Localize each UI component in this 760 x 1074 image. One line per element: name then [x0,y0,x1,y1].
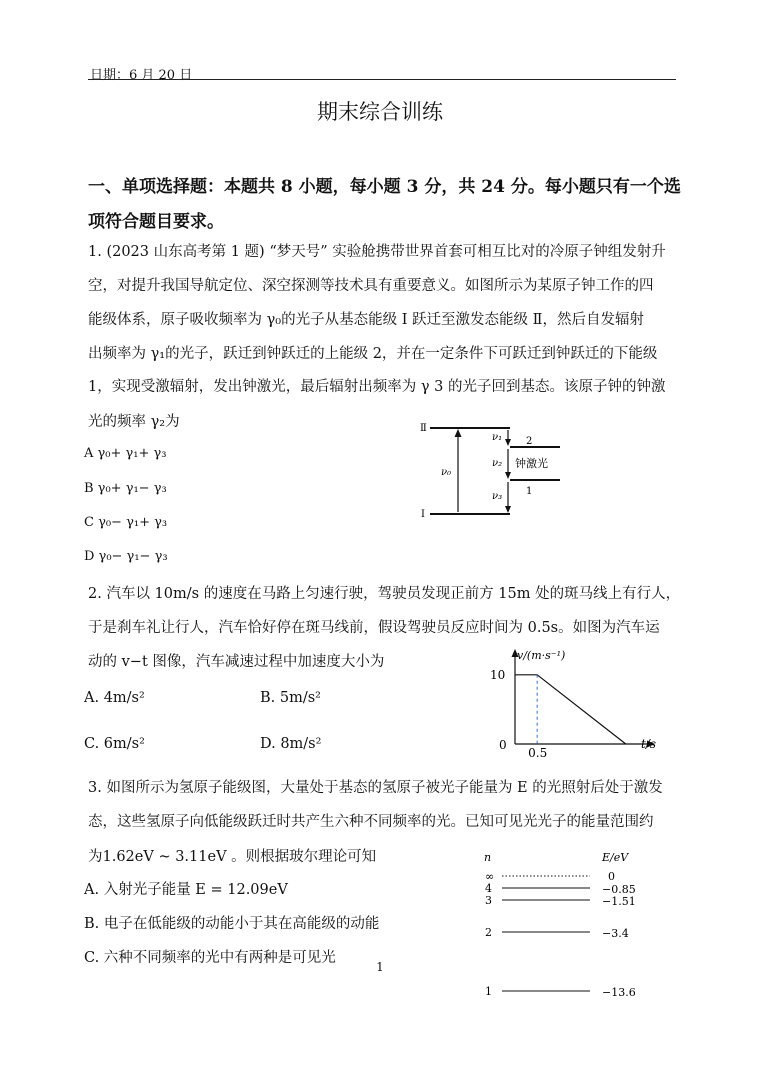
q3-line: 为1.62eV ~ 3.11eV 。则根据玻尔理论可知 [88,849,377,865]
q2-line: 于是刹车礼让行人，汽车恰好停在斑马线前，假设驾驶员反应时间为 0.5s。如图为汽车运 [88,620,660,636]
section-heading-line2: 项符合题目要求。 [88,212,224,232]
q1-line: 出频率为 γ₁的光子，跃迁到钟跃迁的上能级 2，并在一定条件下可跃迁到钟跃迁的下能级 [88,346,658,362]
y-axis-label: v/(m·s⁻¹) [517,649,566,662]
x-tick-label: 0.5 [528,746,548,760]
q1-line: 空，对提升我国导航定位、深空探测等技术具有重要意义。如图所示为某原子钟工作的四 [88,278,654,294]
level-n: 4 [485,882,492,895]
vt-chart [485,642,665,762]
level-e: −3.4 [602,927,629,940]
q1-line: 1，实现受激辐射，发出钟激光，最后辐射出频率为 γ 3 的光子回到基态。该原子钟的钟激 [88,379,666,395]
q3-option-a: A. 入射光子能量 E = 12.09eV [84,882,288,898]
x-axis-label: t/s [641,737,657,751]
level-n: 2 [485,926,492,939]
level-n: ∞ [485,870,495,883]
v2-arrowhead [505,472,511,479]
v1-arrowhead [505,439,511,446]
level-e: −1.51 [602,895,636,908]
q3-option-c: C. 六种不同频率的光中有两种是可见光 [84,950,336,966]
q3-line: 3. 如图所示为氢原子能级图，大量处于基态的氢原子被光子能量为 E 的光照射后处于激发 [88,780,663,796]
y-tick-label: 10 [490,667,506,682]
level-e: 0 [608,870,615,883]
level-2-label: 2 [526,436,533,447]
q2-option-b: B. 5m/s² [260,690,321,706]
v3-arrowhead [505,506,511,513]
hydrogen-energy-diagram [478,846,648,1004]
q2-option-d: D. 8m/s² [260,736,322,752]
q3-option-b: B. 电子在低能级的动能小于其在高能级的动能 [84,916,380,932]
four-level-diagram [410,416,600,524]
level-i-label: Ⅰ [421,509,425,520]
e-header: E/eV [602,851,629,864]
q1-option-d: D γ₀− γ₁− γ₃ [84,549,168,564]
page-title: 期末综合训练 [317,100,443,124]
level-1-label: 1 [526,486,533,497]
q2-line: 2. 汽车以 10m/s 的速度在马路上匀速行驶，驾驶员发现正前方 15m 处的斑马线上有行人， [88,586,681,602]
q1-line: 能级体系，原子吸收频率为 γ₀的光子从基态能级 Ⅰ 跃迁至激发态能级 Ⅱ，然后自发辐射 [88,312,644,328]
header-rule [88,79,676,80]
n-header: n [484,851,492,864]
q1-option-c: C γ₀− γ₁+ γ₃ [84,515,168,530]
v0-label: ν₀ [441,467,452,478]
q1-line: 1. (2023 山东高考第 1 题) “梦天号” 实验舱携带世界首套可相互比对的冷原子钟组发射升 [88,244,666,260]
q2-option-c: C. 6m/s² [84,736,145,752]
level-n: 3 [485,894,492,907]
section-heading-line1: 一、单项选择题：本题共 8 小题，每小题 3 分，共 24 分。每小题只有一个选 [88,177,681,197]
q2-line: 动的 v−t 图像，汽车减速过程中加速度大小为 [88,654,385,670]
clock-laser-label: 钟激光 [515,457,548,470]
page-number: 1 [376,960,384,974]
v3-label: ν₃ [492,491,503,502]
origin-label: 0 [499,738,507,752]
v2-label: ν₂ [492,458,503,469]
header-date: 日期：6 月 20 日 [90,68,193,83]
v0-arrowhead [455,429,462,437]
level-e: −0.85 [602,883,636,896]
v1-label: ν₁ [492,432,503,443]
q1-option-a: A γ₀+ γ₁+ γ₃ [84,446,167,461]
level-e: −13.6 [602,986,636,999]
q2-option-a: A. 4m/s² [84,690,145,706]
series-line [515,675,626,744]
q1-option-b: B γ₀+ γ₁− γ₃ [84,481,167,496]
level-n: 1 [485,985,492,998]
q3-line: 态，这些氢原子向低能级跃迁时共产生六种不同频率的光。已知可见光光子的能量范围约 [88,814,654,830]
level-ii-label: Ⅱ [420,423,427,434]
q1-line: 光的频率 γ₂为 [88,414,180,430]
